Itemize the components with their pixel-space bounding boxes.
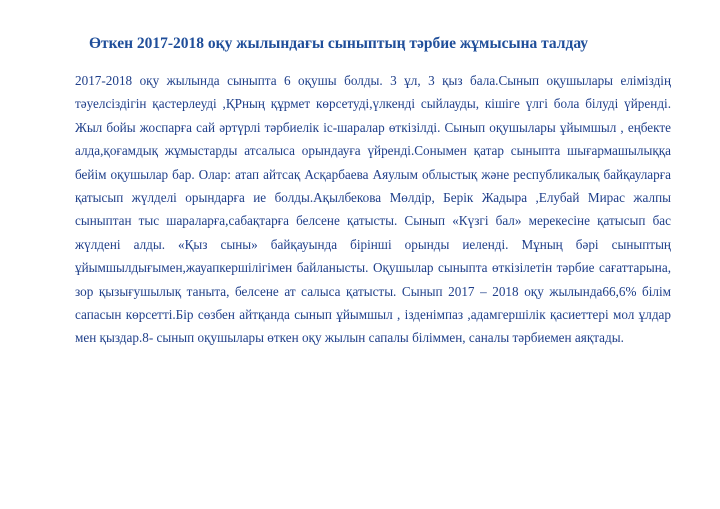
paragraph-line: сыныптан тыс шараларға,сабақтарға белсене қатысты. Сынып «Күзгі бал» мерекесіне қатысып бас	[75, 213, 671, 229]
paragraph-line: бейім оқушылар бар. Олар: атап айтсақ Асқарбаева Аяулым облыстық және республикалық байқауларға	[75, 166, 671, 182]
paragraph-line: Жыл бойы жоспарға сай әртүрлі тәрбиелік іс-шаралар өткізілді. Сынып оқушылары ұйымшыл , еңбекте	[75, 119, 671, 135]
body-paragraph	[75, 69, 671, 350]
paragraph-line: тәуелсіздігін қастерлеуді ,ҚРның құрмет көрсетуді,үлкенді сыйлауды, кішіге үлгі бола білуді үйренді.	[75, 96, 671, 112]
paragraph-line: мен қыздар.8- сынып оқушылары өткен оқу жылын сапалы біліммен, саналы тәрбиемен аяқтады.	[75, 330, 624, 346]
paragraph-line: сапасын көрсетті.Бір сөзбен айтқанда сынып ұйымшыл , ізденімпаз ,адамгершілік қасиеттері мол ұлдар	[75, 306, 671, 322]
paragraph-line: 2017-2018 оқу жылында сыныпта 6 оқушы болды. 3 ұл, 3 қыз бала.Сынып оқушылары еліміздің	[75, 73, 671, 88]
paragraph-line: зор қызығушылық таныта, белсене ат салыса қатысты. Сынып 2017 – 2018 оқу жылында66,6% білім	[75, 283, 671, 299]
paragraph-line: ұйымшылдығымен,жауапкершілігімен байланысты. Оқушылар сыныпта өткізілетін тәрбие сағаттарына,	[75, 260, 671, 276]
paragraph-line: жүлдені алды. «Қыз сыны» байқауында бірінші орынды иеленді. Мұның бәрі сыныптың	[75, 236, 671, 252]
document-title: Өткен 2017-2018 оқу жылындағы сыныптың тәрбие жұмысына талдау	[89, 35, 589, 52]
paragraph-line: қатысып жүлделі орындарға ие болды.Ақылбекова Мөлдір, Берік Жадыра ,Елубай Мирас жалпы	[75, 189, 671, 205]
paragraph-line: алда,қоғамдық жұмыстарды атсалыса орындауға үйренді.Сонымен қатар сыныпта шығармашылыққа	[75, 143, 671, 159]
